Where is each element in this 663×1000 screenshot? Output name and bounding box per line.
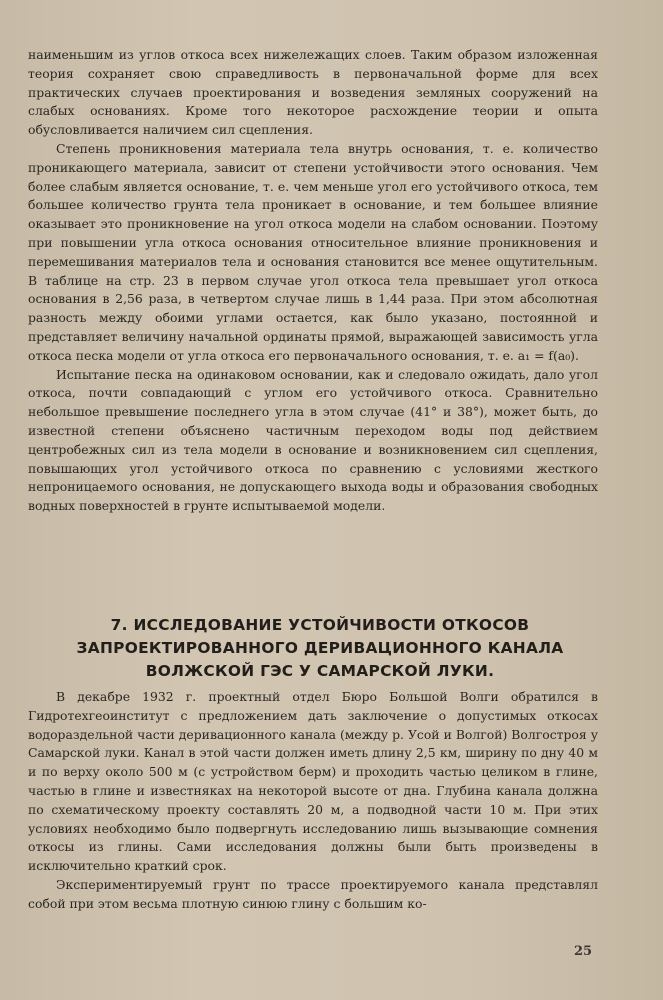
section-heading-line-2: ЗАПРОЕКТИРОВАННОГО ДЕРИВАЦИОННОГО КАНАЛА [76, 639, 564, 657]
body-text-lower [28, 688, 598, 914]
section-paragraph-1: В декабре 1932 г. проектный отдел Бюро Большой Волги обратился в Гидротехгеоинститут с предложением дать заключение о допустимых откосах водораздельной части деривационного канала (между р. Усой и Волгой) Волгостроя у Самарской луки. Канал в этой части должен иметь длину 2,5 км, ширину по дну 40 м и по верху около 500 м (с устройством берм) и проходить частью целиком в глине, частью в глине и известняках на некоторой высоте от дна. Глубина канала должна по схематическому проекту составлять 20 м, а подводной части 10 м. При этих условиях необходимо было подвергнуть исследованию лишь вызывающие сомнения откосы из глины. Сами исследования должны были быть произведены в исключительно краткий срок. [28, 689, 598, 874]
section-heading [60, 614, 580, 683]
paragraph-3: Испытание песка на одинаковом основании, как и следовало ожидать, дало угол откоса, почти совпадающий с углом его устойчивого откоса. Сравнительно небольшое превышение последнего угла в этом случае (41° и 38°), может быть, до известной степени объяснено частичным переходом воды под действием центробежных сил из тела модели в основание и возникновением сил сцепления, повышающих угол устойчивого откоса по сравнению с условиями жесткого непроницаемого основания, не допускающего выхода воды и образования свободных водных поверхностей в грунте испытываемой модели. [28, 366, 598, 514]
page-number: 25 [574, 944, 593, 959]
paragraph-2: Степень проникновения материала тела внутрь основания, т. е. количество проникающего материала, зависит от степени устойчивости этого основания. Чем более слабым является основание, т. е. чем меньше угол его устойчивого откоса, тем большее количество грунта тела проникает в основание, и тем большее влияние оказывает это проникновение на угол откоса модели на слабом основании. Поэтому при повышении угла откоса основания относительное влияние проникновения и перемешивания материалов тела и основания становится все менее ощутительным. В таблице на стр. 23 в первом случае угол откоса тела превышает угол откоса основания в 2,56 раза, в четвертом случае лишь в 1,44 раза. При этом абсолютная разность между обоими углами остается, как было указано, постоянной и представляет величину начальной ординаты прямой, выражающей зависимость угла откоса песка модели от угла откоса его первоначального основания, т. е. a₁ = f(a₀). [28, 140, 598, 363]
section-heading-line-1: 7. ИССЛЕДОВАНИЕ УСТОЙЧИВОСТИ ОТКОСОВ [110, 616, 530, 634]
body-text-upper [28, 46, 598, 516]
paragraph-1: наименьшим из углов откоса всех нижележащих слоев. Таким образом изложенная теория сохраняет свою справедливость в первоначальной форме для всех практических случаев проектирования и возведения земляных сооружений на слабых основаниях. Кроме того некоторое расхождение теории и опыта обусловливается наличием сил сцепления. [28, 47, 598, 138]
section-heading-line-3: ВОЛЖСКОЙ ГЭС У САМАРСКОЙ ЛУКИ. [145, 662, 495, 680]
section-paragraph-2: Экспериментируемый грунт по трассе проектируемого канала представлял собой при этом весьма плотную синюю глину с большим ко- [28, 876, 598, 911]
